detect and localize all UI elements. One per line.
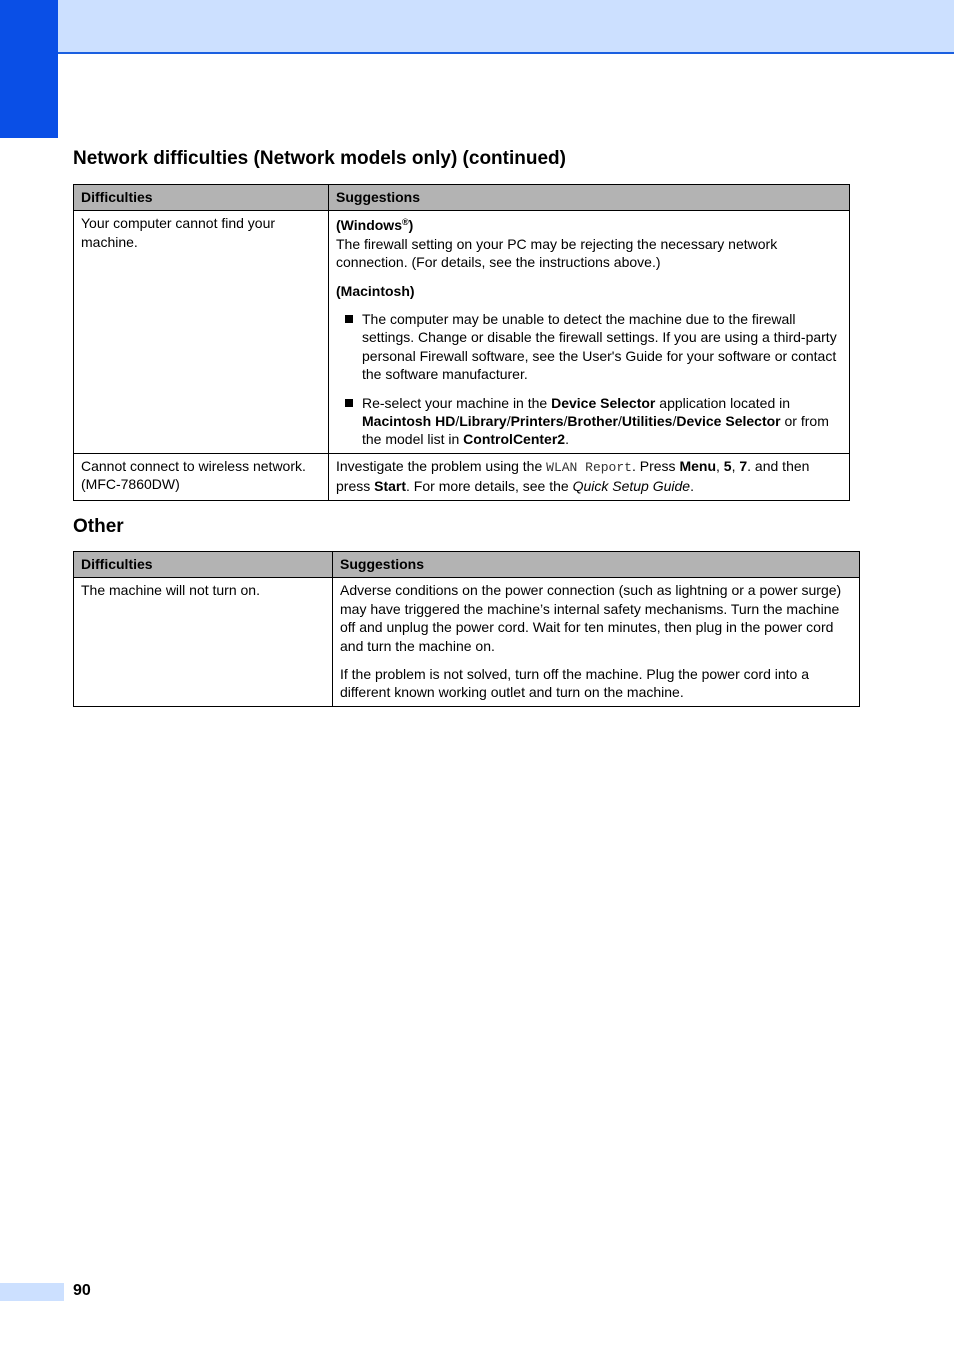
table-row — [74, 578, 860, 706]
path-separator: / — [617, 413, 622, 430]
suggestion-paragraph: Adverse conditions on the power connection (such as lightning or a power surge) may have triggered the machine’s internal safety mechanisms. Turn the machine off and unplug the power cord. Wait for ten minutes, then plug in the power cord and turn the machine on. — [340, 582, 842, 654]
windows-label-text: (Windows — [336, 217, 402, 234]
bullet-text: The computer may be unable to detect the machine due to the firewall settings. Change or disable the firewall settings. If you are using a third-party personal Firewall software, see the User's Guide for your software or contact the software manufacturer. — [362, 311, 837, 383]
path-separator: / — [506, 413, 511, 430]
header-band — [0, 0, 954, 54]
device-selector-text: Device Selector — [551, 394, 656, 411]
table-header-row — [74, 552, 860, 578]
bullet-text: application located in — [655, 394, 791, 411]
windows-suggestion: The firewall setting on your PC may be rejecting the necessary network connection. (For details, see the instructions above.) — [336, 235, 778, 271]
wlan-report-text: WLAN Report — [546, 459, 632, 475]
start-key-text: Start — [374, 478, 407, 495]
registered-mark: ® — [401, 217, 409, 228]
network-difficulties-table — [73, 184, 850, 501]
other-difficulties-table — [73, 551, 860, 707]
macintosh-label: (Macintosh) — [336, 282, 415, 299]
col-header-difficulties: Difficulties — [74, 185, 329, 211]
page-number: 90 — [73, 1282, 91, 1299]
table-header-row — [74, 185, 850, 211]
suggestion-cell — [329, 453, 850, 500]
path-separator: / — [672, 413, 677, 430]
path-segment: Library — [459, 413, 507, 430]
windows-label-close: ) — [408, 217, 414, 234]
suggestion-paragraph: If the problem is not solved, turn off the machine. Plug the power cord into a different known working outlet and turn on the machine. — [340, 666, 810, 701]
table-row — [74, 211, 850, 453]
section-title-other: Other — [73, 516, 124, 537]
windows-label — [336, 216, 842, 234]
list-item — [336, 394, 842, 449]
suggestion-text: Investigate the problem using the — [336, 457, 547, 474]
difficulty-cell: Your computer cannot find your machine. — [74, 211, 329, 453]
quick-setup-guide-text: Quick Setup Guide — [572, 478, 691, 495]
bullet-text: Re-select your machine in the — [362, 394, 552, 411]
page-number-bar — [0, 1283, 64, 1301]
suggestion-text: , — [716, 457, 724, 474]
list-item — [336, 310, 842, 384]
path-segment: Macintosh HD — [362, 413, 456, 430]
path-segment: Printers — [510, 413, 564, 430]
path-segment: Utilities — [621, 413, 673, 430]
suggestion-text: . For more details, see the — [406, 478, 573, 495]
bullet-text: or from the model list in — [362, 413, 829, 448]
table-row — [74, 453, 850, 500]
col-header-suggestions: Suggestions — [329, 185, 850, 211]
difficulty-cell: Cannot connect to wireless network. (MFC-7860DW) — [74, 453, 329, 500]
bullet-square-icon — [345, 399, 353, 407]
path-segment: Brother — [567, 413, 618, 430]
bullet-square-icon — [345, 315, 353, 323]
suggestion-cell — [329, 211, 850, 453]
difficulty-cell: The machine will not turn on. — [74, 578, 333, 706]
controlcenter-text: ControlCenter2 — [463, 431, 566, 448]
chapter-tab — [0, 0, 58, 138]
suggestion-text: . and then press — [336, 457, 810, 495]
path-segment: Device Selector — [676, 413, 781, 430]
path-separator: / — [455, 413, 460, 430]
key-5-text: 5 — [723, 457, 732, 474]
suggestion-cell — [333, 578, 860, 706]
key-7-text: 7 — [739, 457, 748, 474]
col-header-suggestions: Suggestions — [333, 552, 860, 578]
suggestion-text: . — [690, 478, 694, 495]
suggestion-text: . Press — [631, 457, 680, 474]
path-separator: / — [563, 413, 568, 430]
suggestion-text: , — [731, 457, 740, 474]
menu-key-text: Menu — [679, 457, 716, 474]
bullet-text: . — [565, 431, 569, 448]
section-title-network: Network difficulties (Network models only) (continued) — [73, 148, 566, 169]
col-header-difficulties: Difficulties — [74, 552, 333, 578]
